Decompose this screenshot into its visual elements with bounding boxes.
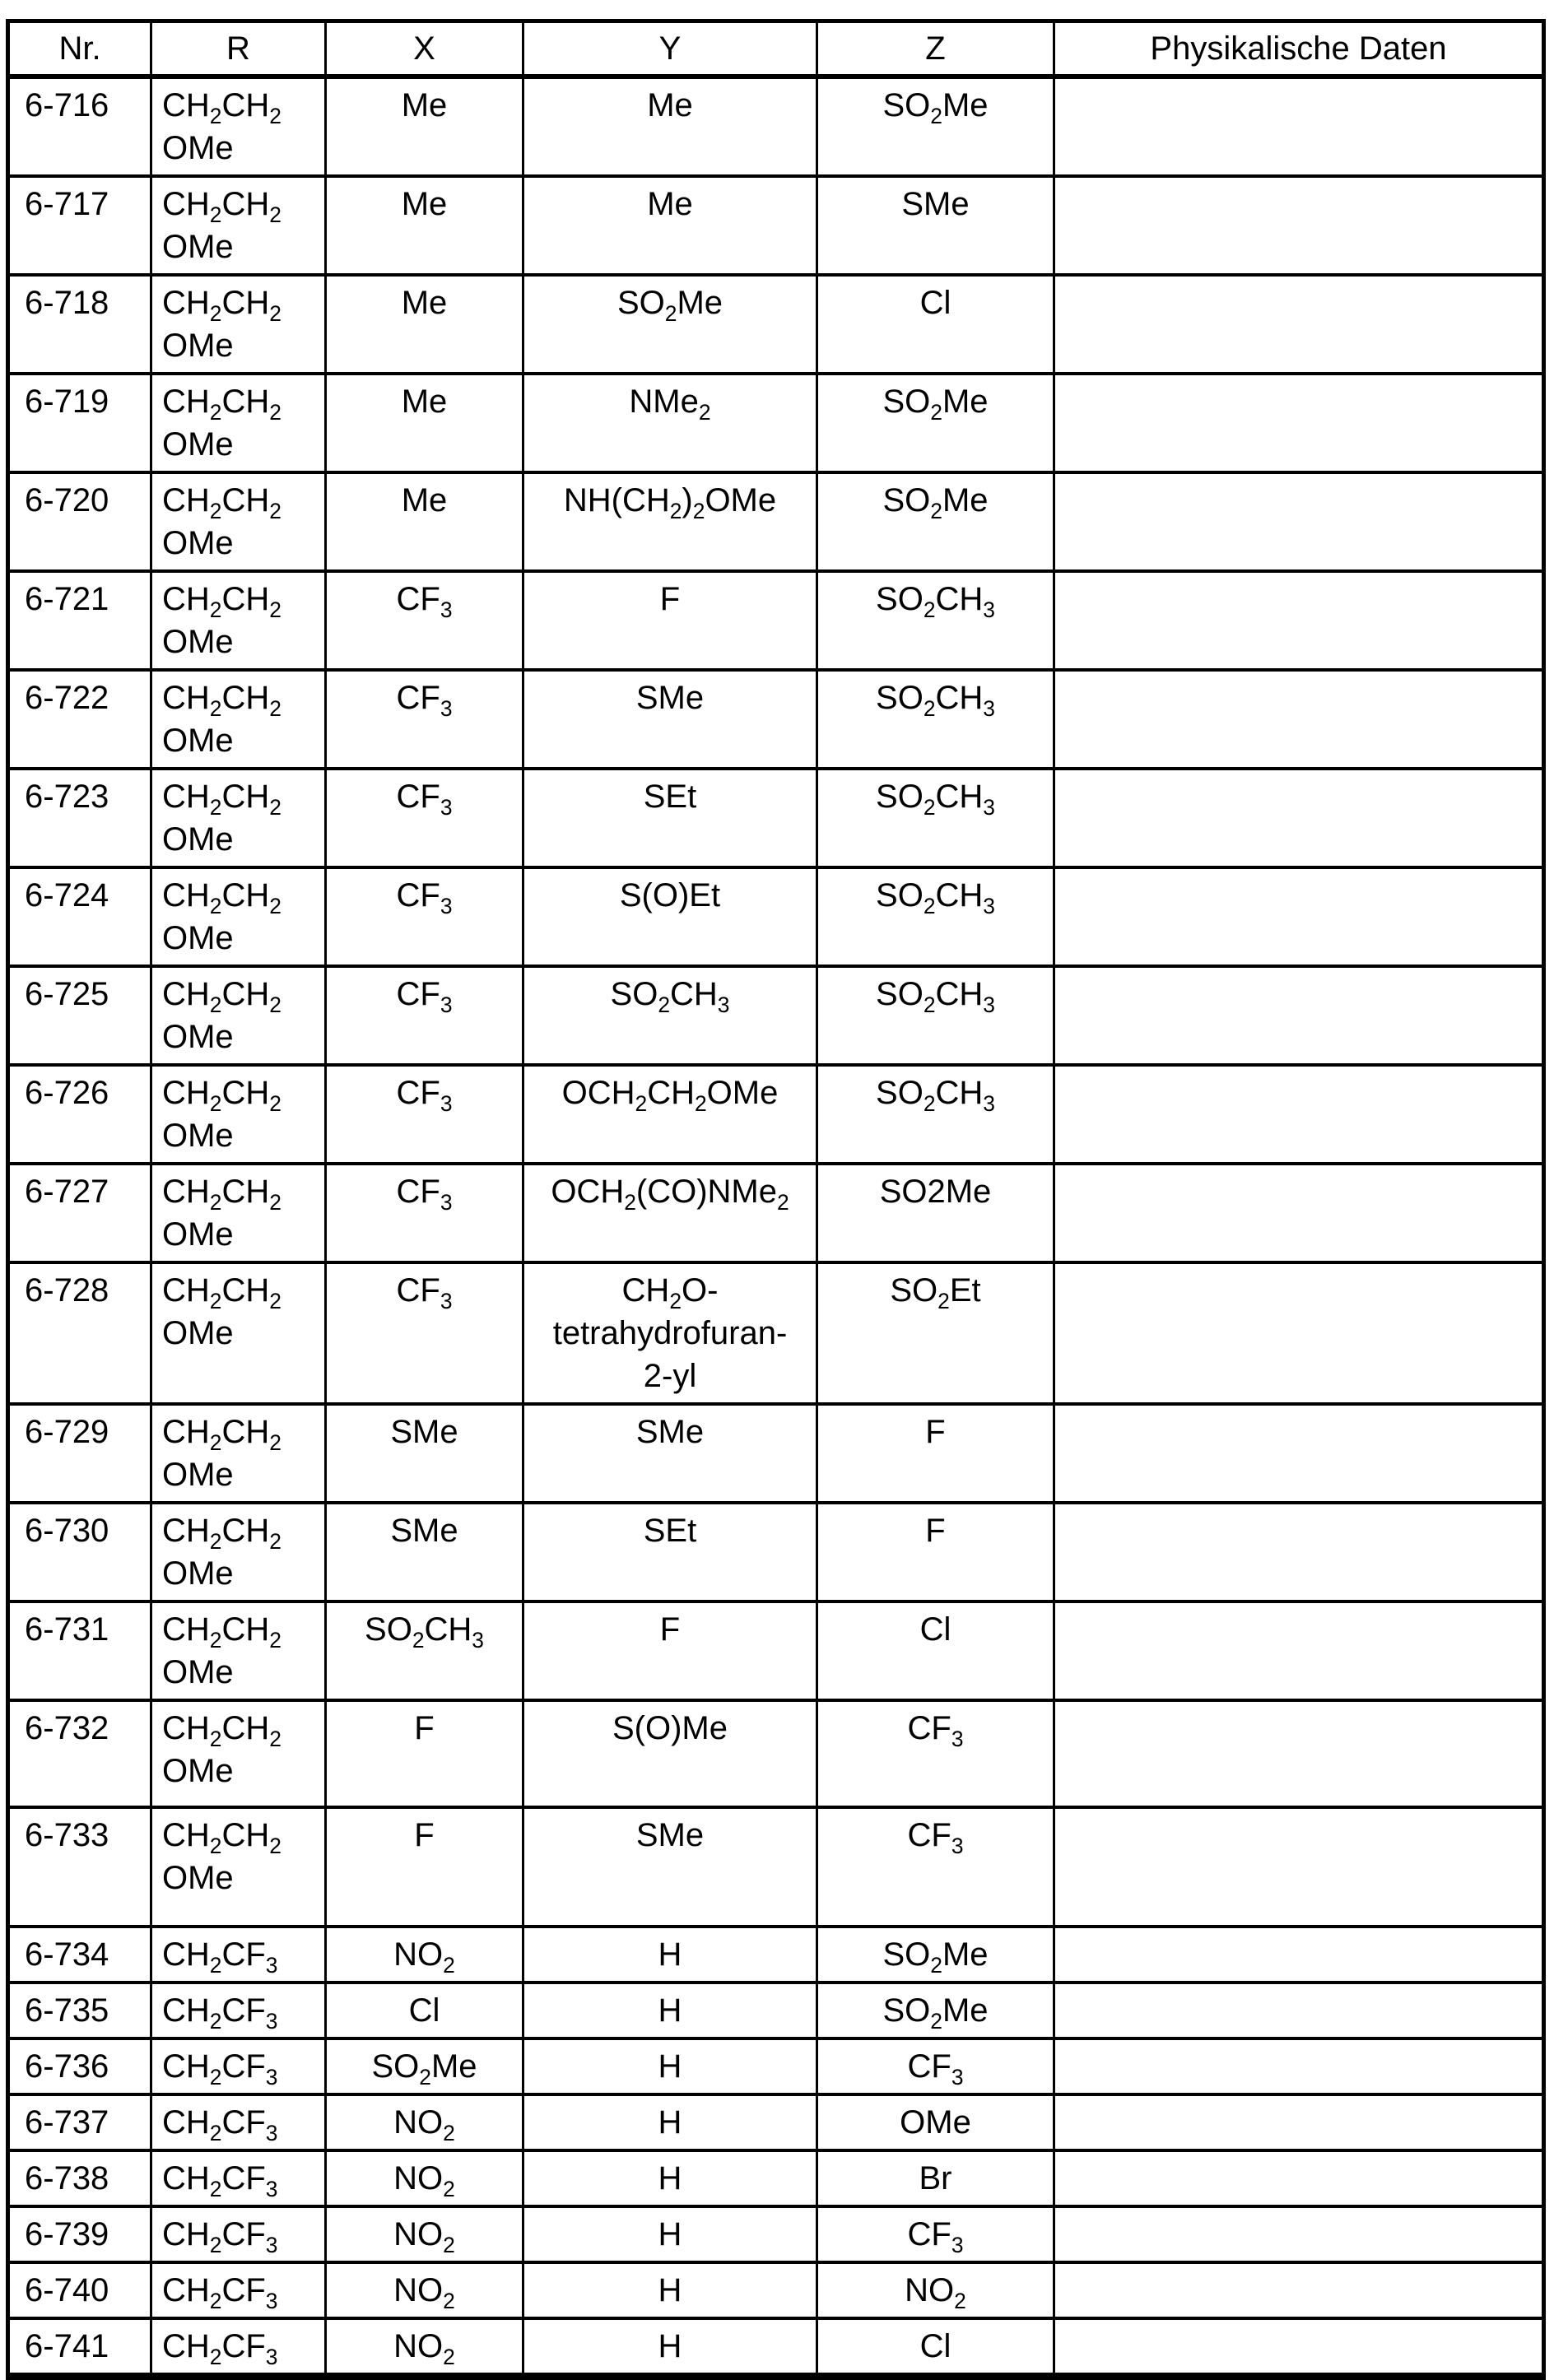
cell-y: SMe — [523, 1404, 817, 1503]
cell-r: $CH_2CH_2$ OMe — [151, 966, 326, 1065]
cell-r: $CH_2CH_2$ OMe — [151, 1065, 326, 1164]
cell-nr: 6-735 — [8, 1983, 151, 2038]
cell-r: $CH_2CH_2$ OMe — [151, 275, 326, 374]
cell-phys — [1054, 1503, 1544, 1601]
cell-nr: 6-718 — [8, 275, 151, 374]
table-row — [8, 2318, 1544, 2377]
cell-phys — [1054, 670, 1544, 769]
cell-phys — [1054, 472, 1544, 571]
cell-z: $SO_2CH_3$ — [817, 1065, 1054, 1164]
cell-z: $NO_2$ — [817, 2262, 1054, 2318]
document-page — [6, 19, 1546, 2380]
cell-x: $SO_2CH_3$ — [326, 1601, 523, 1700]
cell-z: Cl — [817, 275, 1054, 374]
cell-r: $CH_2CF_3$ — [151, 2206, 326, 2262]
cell-nr: 6-733 — [8, 1807, 151, 1927]
cell-nr: 6-738 — [8, 2150, 151, 2206]
cell-z: F — [817, 1404, 1054, 1503]
cell-x: $NO_2$ — [326, 2318, 523, 2377]
cell-nr: 6-729 — [8, 1404, 151, 1503]
cell-y: H — [523, 2318, 817, 2377]
cell-phys — [1054, 275, 1544, 374]
cell-r: $CH_2CH_2$ OMe — [151, 1601, 326, 1700]
cell-phys — [1054, 176, 1544, 275]
cell-y: H — [523, 2150, 817, 2206]
cell-y: NMe$_2$ — [523, 374, 817, 472]
table-row — [8, 77, 1544, 176]
cell-nr: 6-730 — [8, 1503, 151, 1601]
cell-phys — [1054, 1164, 1544, 1262]
cell-y: Me — [523, 77, 817, 176]
cell-nr: 6-719 — [8, 374, 151, 472]
cell-r: $CH_2CF_3$ — [151, 1927, 326, 1983]
cell-z: $SO_2Me$ — [817, 374, 1054, 472]
cell-z: $SO_2Me$ — [817, 472, 1054, 571]
cell-phys — [1054, 2318, 1544, 2377]
cell-x: SMe — [326, 1404, 523, 1503]
cell-nr: 6-723 — [8, 769, 151, 867]
cell-r: $CH_2CH_2$ OMe — [151, 769, 326, 867]
table-header — [8, 21, 1544, 77]
table-row — [8, 374, 1544, 472]
cell-r: $CH_2CF_3$ — [151, 2038, 326, 2094]
cell-z: F — [817, 1503, 1054, 1601]
cell-nr: 6-721 — [8, 571, 151, 670]
column-header-nr: Nr. — [8, 21, 151, 77]
cell-r: $CH_2CH_2$ OMe — [151, 1807, 326, 1927]
cell-z: $SO_2CH_3$ — [817, 670, 1054, 769]
cell-y: $NH(CH_2)_2OMe$ — [523, 472, 817, 571]
cell-z: $CF_3$ — [817, 1807, 1054, 1927]
cell-y: H — [523, 2206, 817, 2262]
cell-y: SEt — [523, 1503, 817, 1601]
cell-y: S(O)Et — [523, 867, 817, 966]
cell-y: $OCH_2(CO)NMe_2$ — [523, 1164, 817, 1262]
cell-y: $SO_2CH_3$ — [523, 966, 817, 1065]
cell-y: H — [523, 1983, 817, 2038]
table-row — [8, 966, 1544, 1065]
cell-nr: 6-740 — [8, 2262, 151, 2318]
cell-z: $SO_2CH_3$ — [817, 769, 1054, 867]
cell-x: $CF_3$ — [326, 867, 523, 966]
column-header-y: Y — [523, 21, 817, 77]
cell-x: $NO_2$ — [326, 2094, 523, 2150]
cell-phys — [1054, 1807, 1544, 1927]
cell-r: $CH_2CF_3$ — [151, 2318, 326, 2377]
table-row — [8, 1807, 1544, 1927]
cell-x: $CF_3$ — [326, 966, 523, 1065]
cell-phys — [1054, 867, 1544, 966]
table-row — [8, 1065, 1544, 1164]
table-row — [8, 769, 1544, 867]
cell-x: $NO_2$ — [326, 2150, 523, 2206]
cell-z: SO2Me — [817, 1164, 1054, 1262]
cell-phys — [1054, 2094, 1544, 2150]
table-row — [8, 1983, 1544, 2038]
cell-x: $CF_3$ — [326, 571, 523, 670]
cell-z: SMe — [817, 176, 1054, 275]
cell-y: H — [523, 2262, 817, 2318]
cell-r: $CH_2CH_2$ OMe — [151, 1404, 326, 1503]
cell-nr: 6-725 — [8, 966, 151, 1065]
cell-phys — [1054, 1601, 1544, 1700]
table-row — [8, 2206, 1544, 2262]
cell-nr: 6-726 — [8, 1065, 151, 1164]
table-row — [8, 2038, 1544, 2094]
cell-x: Me — [326, 374, 523, 472]
table-row — [8, 472, 1544, 571]
cell-z: $SO_2Me$ — [817, 1983, 1054, 2038]
cell-r: $CH_2CH_2$ OMe — [151, 670, 326, 769]
cell-phys — [1054, 1700, 1544, 1807]
cell-phys — [1054, 1983, 1544, 2038]
cell-x: SMe — [326, 1503, 523, 1601]
cell-phys — [1054, 1065, 1544, 1164]
cell-r: $CH_2CF_3$ — [151, 2094, 326, 2150]
table-row — [8, 1503, 1544, 1601]
cell-nr: 6-739 — [8, 2206, 151, 2262]
table-row — [8, 275, 1544, 374]
cell-x: Me — [326, 472, 523, 571]
cell-nr: 6-741 — [8, 2318, 151, 2377]
cell-phys — [1054, 1927, 1544, 1983]
cell-y: SMe — [523, 1807, 817, 1927]
cell-r: $CH_2CH_2$ OMe — [151, 1164, 326, 1262]
cell-y: F — [523, 1601, 817, 1700]
cell-r: $CH_2CH_2$ OMe — [151, 1700, 326, 1807]
table-row — [8, 1700, 1544, 1807]
cell-x: $CF_3$ — [326, 1262, 523, 1404]
cell-x: $CF_3$ — [326, 769, 523, 867]
cell-x: $NO_2$ — [326, 2262, 523, 2318]
cell-z: $CF_3$ — [817, 1700, 1054, 1807]
cell-x: Me — [326, 176, 523, 275]
cell-y: $SO_2Me$ — [523, 275, 817, 374]
cell-nr: 6-724 — [8, 867, 151, 966]
cell-z: OMe — [817, 2094, 1054, 2150]
cell-x: F — [326, 1700, 523, 1807]
cell-phys — [1054, 966, 1544, 1065]
cell-y: H — [523, 1927, 817, 1983]
cell-y: F — [523, 571, 817, 670]
table-row — [8, 2094, 1544, 2150]
cell-r: $CH_2CH_2$ OMe — [151, 176, 326, 275]
cell-x: Me — [326, 77, 523, 176]
column-header-x: X — [326, 21, 523, 77]
cell-nr: 6-732 — [8, 1700, 151, 1807]
cell-nr: 6-722 — [8, 670, 151, 769]
cell-phys — [1054, 1404, 1544, 1503]
cell-y: $CH_2O-$ tetrahydrofuran- 2-yl — [523, 1262, 817, 1404]
cell-phys — [1054, 2206, 1544, 2262]
cell-nr: 6-737 — [8, 2094, 151, 2150]
cell-x: F — [326, 1807, 523, 1927]
cell-phys — [1054, 2150, 1544, 2206]
cell-x: Cl — [326, 1983, 523, 2038]
column-header-z: Z — [817, 21, 1054, 77]
compound-table — [6, 19, 1546, 2380]
cell-z: Cl — [817, 2318, 1054, 2377]
cell-r: $CH_2CH_2$ OMe — [151, 867, 326, 966]
cell-z: $SO_2Me$ — [817, 77, 1054, 176]
cell-phys — [1054, 2262, 1544, 2318]
cell-y: S(O)Me — [523, 1700, 817, 1807]
cell-nr: 6-716 — [8, 77, 151, 176]
cell-z: Cl — [817, 1601, 1054, 1700]
cell-z: $SO_2CH_3$ — [817, 571, 1054, 670]
cell-r: $CH_2CF_3$ — [151, 2262, 326, 2318]
cell-r: $CH_2CH_2$ OMe — [151, 374, 326, 472]
table-row — [8, 867, 1544, 966]
cell-phys — [1054, 769, 1544, 867]
cell-nr: 6-734 — [8, 1927, 151, 1983]
cell-nr: 6-727 — [8, 1164, 151, 1262]
cell-r: $CH_2CH_2$ OMe — [151, 77, 326, 176]
table-row — [8, 571, 1544, 670]
cell-phys — [1054, 77, 1544, 176]
cell-x: $CF_3$ — [326, 670, 523, 769]
cell-r: $CH_2CF_3$ — [151, 2150, 326, 2206]
cell-x: $CF_3$ — [326, 1065, 523, 1164]
table-row — [8, 1164, 1544, 1262]
cell-nr: 6-728 — [8, 1262, 151, 1404]
cell-y: SMe — [523, 670, 817, 769]
cell-y: H — [523, 2038, 817, 2094]
cell-y: SEt — [523, 769, 817, 867]
cell-r: $CH_2CH_2$ OMe — [151, 1262, 326, 1404]
table-row — [8, 2150, 1544, 2206]
cell-r: $CH_2CH_2$ OMe — [151, 571, 326, 670]
column-header-physikalische-daten: Physikalische Daten — [1054, 21, 1544, 77]
table-row — [8, 176, 1544, 275]
cell-r: $CH_2CF_3$ — [151, 1983, 326, 2038]
cell-y: H — [523, 2094, 817, 2150]
cell-y: Me — [523, 176, 817, 275]
table-row — [8, 1601, 1544, 1700]
cell-z: $SO_2Me$ — [817, 1927, 1054, 1983]
cell-z: $SO_2CH_3$ — [817, 966, 1054, 1065]
cell-nr: 6-731 — [8, 1601, 151, 1700]
cell-x: Me — [326, 275, 523, 374]
cell-nr: 6-717 — [8, 176, 151, 275]
cell-y: $OCH_2CH_2OMe$ — [523, 1065, 817, 1164]
cell-z: $CF_3$ — [817, 2206, 1054, 2262]
column-header-r: R — [151, 21, 326, 77]
cell-x: $SO_2Me$ — [326, 2038, 523, 2094]
cell-z: $SO_2CH_3$ — [817, 867, 1054, 966]
cell-z: $SO_2Et$ — [817, 1262, 1054, 1404]
cell-phys — [1054, 2038, 1544, 2094]
table-row — [8, 1262, 1544, 1404]
cell-phys — [1054, 374, 1544, 472]
cell-r: $CH_2CH_2$ OMe — [151, 472, 326, 571]
cell-x: $CF_3$ — [326, 1164, 523, 1262]
cell-z: Br — [817, 2150, 1054, 2206]
cell-nr: 6-720 — [8, 472, 151, 571]
cell-phys — [1054, 571, 1544, 670]
cell-x: $NO_2$ — [326, 1927, 523, 1983]
table-row — [8, 1927, 1544, 1983]
table-row — [8, 2262, 1544, 2318]
cell-x: $NO_2$ — [326, 2206, 523, 2262]
table-row — [8, 670, 1544, 769]
cell-phys — [1054, 1262, 1544, 1404]
table-body — [8, 77, 1544, 2377]
cell-nr: 6-736 — [8, 2038, 151, 2094]
table-row — [8, 1404, 1544, 1503]
cell-r: $CH_2CH_2$ OMe — [151, 1503, 326, 1601]
cell-z: $CF_3$ — [817, 2038, 1054, 2094]
header-row — [8, 21, 1544, 77]
